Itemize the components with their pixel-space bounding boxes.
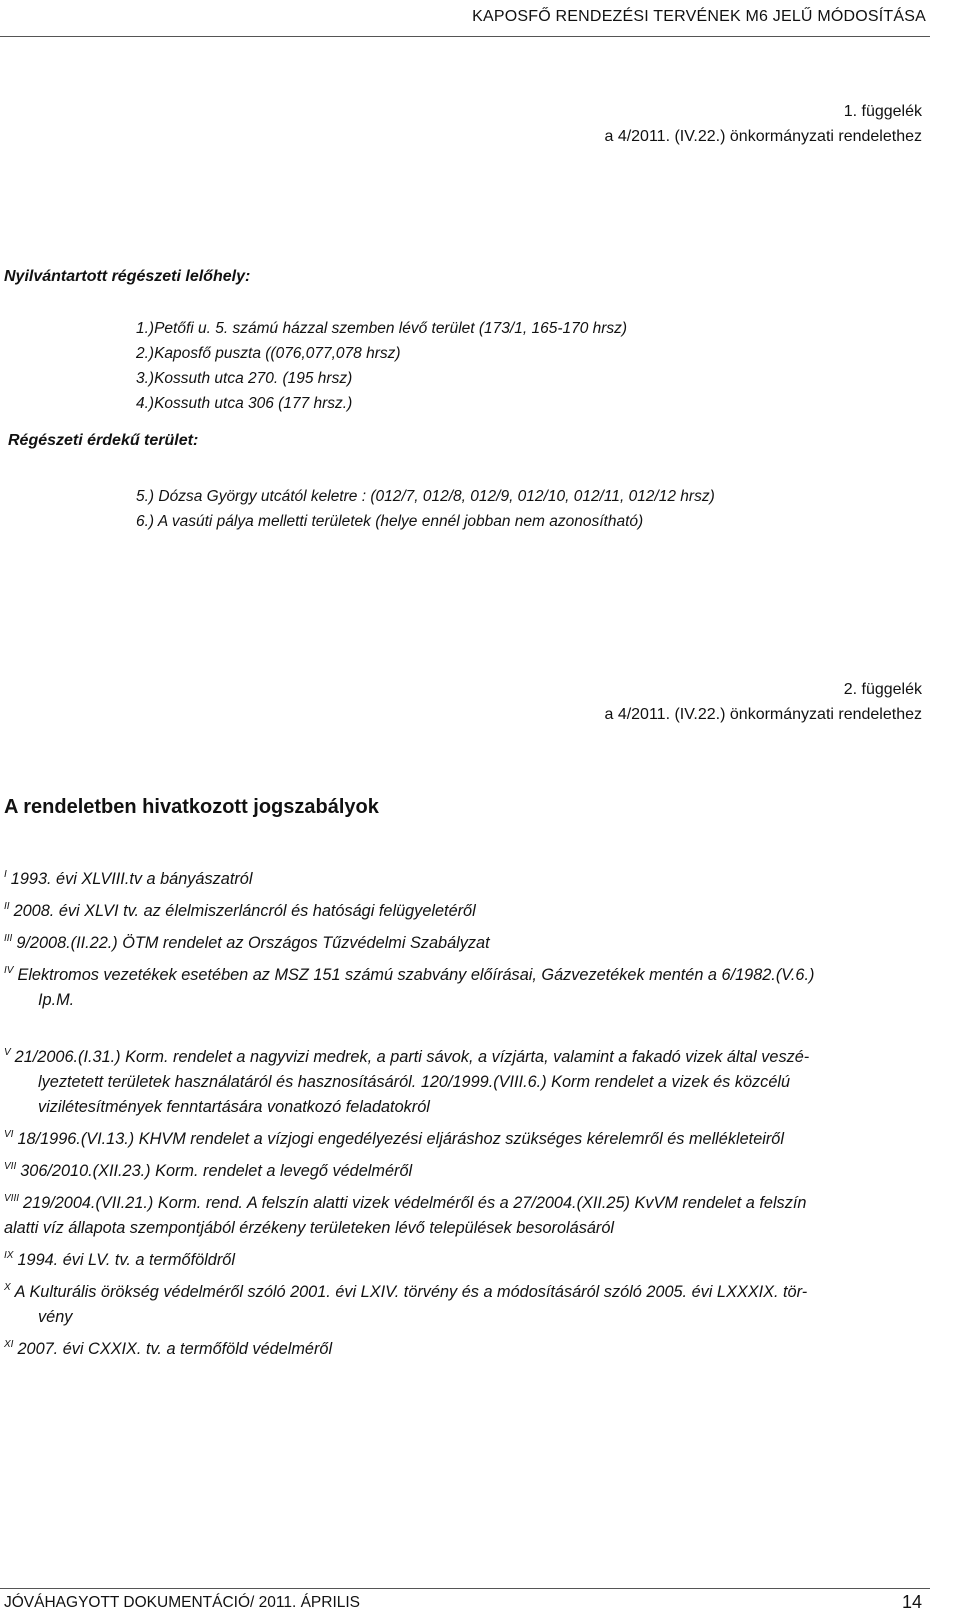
list-item: 1.)Petőfi u. 5. számú házzal szemben lévő terület (173/1, 165-170 hrsz)	[136, 320, 628, 337]
reference-item	[4, 1275, 924, 1330]
interest-area-label: Régészeti érdekű terület:	[8, 432, 199, 449]
reference-number: VIII	[4, 1193, 20, 1204]
reference-number: IV	[4, 965, 14, 976]
appendix-1-subtitle: a 4/2011. (IV.22.) önkormányzati rendelethez	[604, 128, 922, 145]
interest-sites-list	[136, 484, 715, 534]
reference-text: 2007. évi CXXIX. tv. a termőföld védelméről	[17, 1340, 333, 1358]
reference-item	[4, 1332, 924, 1362]
appendix-1-title: 1. függelék	[843, 103, 922, 120]
reference-number: III	[4, 933, 13, 944]
reference-text: 1993. évi XLVIII.tv a bányászatról	[10, 870, 253, 888]
appendix-1-reference	[604, 99, 922, 149]
registered-sites-label: Nyilvántartott régészeti lelőhely:	[4, 268, 251, 285]
reference-text: 219/2004.(VII.21.) Korm. rend. A felszín alatti vizek védelméről és a 27/2004.(XII.25) KvVM rendelet a felszín	[23, 1194, 807, 1212]
appendix-2-subtitle: a 4/2011. (IV.22.) önkormányzati rendelethez	[604, 706, 922, 723]
reference-item	[4, 894, 924, 924]
reference-text-continued: lyeztetett területek használatáról és hasznosításáról. 120/1999.(VIII.6.) Korm rendelet a vizek és közcélú	[38, 1073, 791, 1091]
reference-text: 9/2008.(II.22.) ÖTM rendelet az Országos Tűzvédelmi Szabályzat	[16, 934, 490, 952]
reference-text: Elektromos vezetékek esetében az MSZ 151 számú szabvány előírásai, Gázvezetékek mentén a 6/1982.(V.6.)	[17, 966, 815, 984]
reference-number: XI	[4, 1339, 14, 1350]
reference-number: I	[4, 869, 7, 880]
appendix-2-title: 2. függelék	[843, 681, 922, 698]
reference-text-continued: alatti víz állapota szempontjából érzékeny területeken lévő települések besorolásáról	[4, 1219, 614, 1237]
list-item: 5.) Dózsa György utcától keletre : (012/7, 012/8, 012/9, 012/10, 012/11, 012/12 hrsz)	[136, 488, 715, 505]
reference-number: VI	[4, 1129, 14, 1140]
reference-item	[4, 958, 924, 1013]
reference-text: 21/2006.(I.31.) Korm. rendelet a nagyvizi medrek, a parti sávok, a vízjárta, valamint a fakadó vizek által veszé-	[14, 1048, 810, 1066]
reference-text: 1994. évi LV. tv. a termőföldről	[17, 1251, 235, 1269]
reference-number: VII	[4, 1161, 17, 1172]
reference-number: X	[4, 1282, 11, 1293]
reference-item	[4, 1040, 924, 1120]
reference-item	[4, 862, 924, 892]
reference-text-continued: Ip.M.	[38, 991, 75, 1009]
reference-number: V	[4, 1047, 11, 1058]
header-divider	[0, 36, 930, 37]
appendix-2-reference	[604, 677, 922, 727]
reference-number: II	[4, 901, 10, 912]
registered-sites-list	[136, 316, 627, 416]
reference-item	[4, 1122, 924, 1152]
list-item: 6.) A vasúti pálya melletti területek (helye ennél jobban nem azonosítható)	[136, 513, 644, 530]
reference-text: 2008. évi XLVI tv. az élelmiszerláncról és hatósági felügyeletéről	[13, 902, 476, 920]
reference-number: IX	[4, 1250, 14, 1261]
reference-text: 18/1996.(VI.13.) KHVM rendelet a vízjogi engedélyezési eljáráshoz szükséges kérelemről és mellékleteiről	[17, 1130, 784, 1148]
reference-item	[4, 926, 924, 956]
reference-item	[4, 1154, 924, 1184]
page-number: 14	[901, 1592, 922, 1612]
reference-item	[4, 1186, 924, 1241]
list-item: 3.)Kossuth utca 270. (195 hrsz)	[136, 370, 353, 387]
footer-divider	[0, 1588, 930, 1589]
section-heading: A rendeletben hivatkozott jogszabályok	[4, 796, 379, 818]
header-title: KAPOSFŐ RENDEZÉSI TERVÉNEK M6 JELŰ MÓDOSÍTÁSA	[472, 8, 926, 25]
reference-text-continued: vény	[38, 1308, 73, 1326]
list-item: 2.)Kaposfő puszta ((076,077,078 hrsz)	[136, 345, 401, 362]
reference-text-continued: vizilétesítmények fenntartására vonatkozó feladatokról	[38, 1098, 430, 1116]
references-list	[4, 862, 924, 1362]
reference-text: A Kulturális örökség védelméről szóló 2001. évi LXIV. törvény és a módosításáról szóló 2005. évi LXXXIX. tör-	[14, 1283, 808, 1301]
reference-text: 306/2010.(XII.23.) Korm. rendelet a levegő védelméről	[20, 1162, 413, 1180]
reference-item	[4, 1243, 924, 1273]
footer-label: JÓVÁHAGYOTT DOKUMENTÁCIÓ/ 2011. ÁPRILIS	[4, 1594, 361, 1611]
list-item: 4.)Kossuth utca 306 (177 hrsz.)	[136, 395, 353, 412]
